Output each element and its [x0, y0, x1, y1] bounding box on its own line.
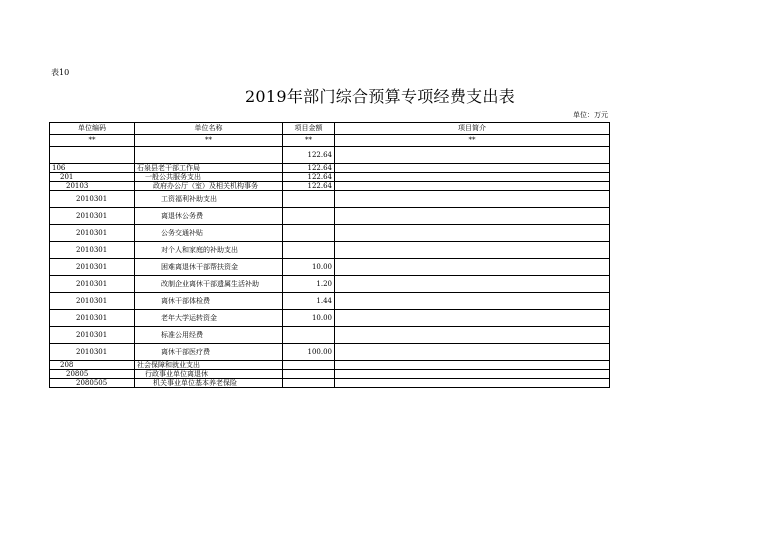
intro-cell: [335, 293, 610, 310]
table-row: [50, 276, 610, 293]
amount-cell: [283, 208, 335, 225]
amount-cell: 122.64: [283, 147, 335, 164]
intro-cell: [335, 259, 610, 276]
code-cell: 2010301: [50, 276, 135, 293]
name-cell: 对个人和家庭的补助支出: [135, 242, 283, 259]
amount-cell: 122.64: [283, 182, 335, 191]
code-cell: 2010301: [50, 225, 135, 242]
table-row: [50, 310, 610, 327]
table-row: [50, 379, 610, 388]
name-cell: 离退休公务费: [135, 208, 283, 225]
amount-cell: [283, 191, 335, 208]
marker-cell: **: [50, 135, 135, 147]
code-cell: 2010301: [50, 293, 135, 310]
amount-cell: 100.00: [283, 344, 335, 361]
name-cell: 困难离退休干部帮扶资金: [135, 259, 283, 276]
name-cell: 离休干部医疗费: [135, 344, 283, 361]
table-row: [50, 242, 610, 259]
name-cell: 政府办公厅（室）及相关机构事务: [135, 182, 283, 191]
code-cell: 208: [50, 361, 135, 370]
intro-cell: [335, 147, 610, 164]
name-cell: 石泉县老干部工作局: [135, 164, 283, 173]
intro-cell: [335, 379, 610, 388]
intro-cell: [335, 225, 610, 242]
marker-cell: **: [283, 135, 335, 147]
code-cell: 2010301: [50, 191, 135, 208]
intro-cell: [335, 182, 610, 191]
code-cell: 2080505: [50, 379, 135, 388]
table-row: [50, 293, 610, 310]
amount-cell: [283, 242, 335, 259]
name-cell: 公务交通补贴: [135, 225, 283, 242]
code-cell: [50, 147, 135, 164]
code-cell: 2010301: [50, 242, 135, 259]
amount-cell: 122.64: [283, 173, 335, 182]
table-row: [50, 361, 610, 370]
code-cell: 2010301: [50, 327, 135, 344]
table-row: [50, 208, 610, 225]
table-row: [50, 259, 610, 276]
intro-cell: [335, 173, 610, 182]
intro-cell: [335, 327, 610, 344]
table-row: [50, 370, 610, 379]
table-row: [50, 173, 610, 182]
intro-cell: [335, 164, 610, 173]
table-row: [50, 182, 610, 191]
amount-cell: 122.64: [283, 164, 335, 173]
table-row: [50, 327, 610, 344]
intro-cell: [335, 242, 610, 259]
amount-cell: 1.20: [283, 276, 335, 293]
code-cell: 106: [50, 164, 135, 173]
column-header-amount: 项目金额: [283, 123, 335, 135]
marker-cell: **: [335, 135, 610, 147]
amount-cell: [283, 379, 335, 388]
code-cell: 201: [50, 173, 135, 182]
unit-label: 单位：万元: [573, 111, 608, 119]
intro-cell: [335, 191, 610, 208]
column-header-intro: 项目简介: [335, 123, 610, 135]
name-cell: 标准公用经费: [135, 327, 283, 344]
intro-cell: [335, 344, 610, 361]
name-cell: 一般公共服务支出: [135, 173, 283, 182]
amount-cell: [283, 225, 335, 242]
intro-cell: [335, 208, 610, 225]
name-cell: [135, 147, 283, 164]
intro-cell: [335, 310, 610, 327]
page-title: 2019年部门综合预算专项经费支出表: [244, 87, 516, 106]
code-cell: 20805: [50, 370, 135, 379]
code-cell: 20103: [50, 182, 135, 191]
table-row: [50, 164, 610, 173]
code-cell: 2010301: [50, 208, 135, 225]
intro-cell: [335, 370, 610, 379]
table-row: [50, 147, 610, 164]
amount-cell: [283, 361, 335, 370]
amount-cell: 1.44: [283, 293, 335, 310]
code-cell: 2010301: [50, 344, 135, 361]
code-cell: 2010301: [50, 259, 135, 276]
amount-cell: [283, 327, 335, 344]
marker-cell: **: [135, 135, 283, 147]
name-cell: 老年大学运转资金: [135, 310, 283, 327]
intro-cell: [335, 276, 610, 293]
amount-cell: 10.00: [283, 310, 335, 327]
table-number: 表10: [51, 68, 70, 77]
table-row: [50, 344, 610, 361]
amount-cell: 10.00: [283, 259, 335, 276]
code-cell: 2010301: [50, 310, 135, 327]
name-cell: 行政事业单位离退休: [135, 370, 283, 379]
name-cell: 离休干部体检费: [135, 293, 283, 310]
amount-cell: [283, 370, 335, 379]
table-row: [50, 225, 610, 242]
name-cell: 社会保障和就业支出: [135, 361, 283, 370]
name-cell: 改制企业离休干部遗属生活补助: [135, 276, 283, 293]
column-header-name: 单位名称: [135, 123, 283, 135]
name-cell: 机关事业单位基本养老保险: [135, 379, 283, 388]
budget-table: [49, 122, 610, 388]
name-cell: 工资福利补助支出: [135, 191, 283, 208]
intro-cell: [335, 361, 610, 370]
table-row: [50, 191, 610, 208]
column-header-code: 单位编码: [50, 123, 135, 135]
